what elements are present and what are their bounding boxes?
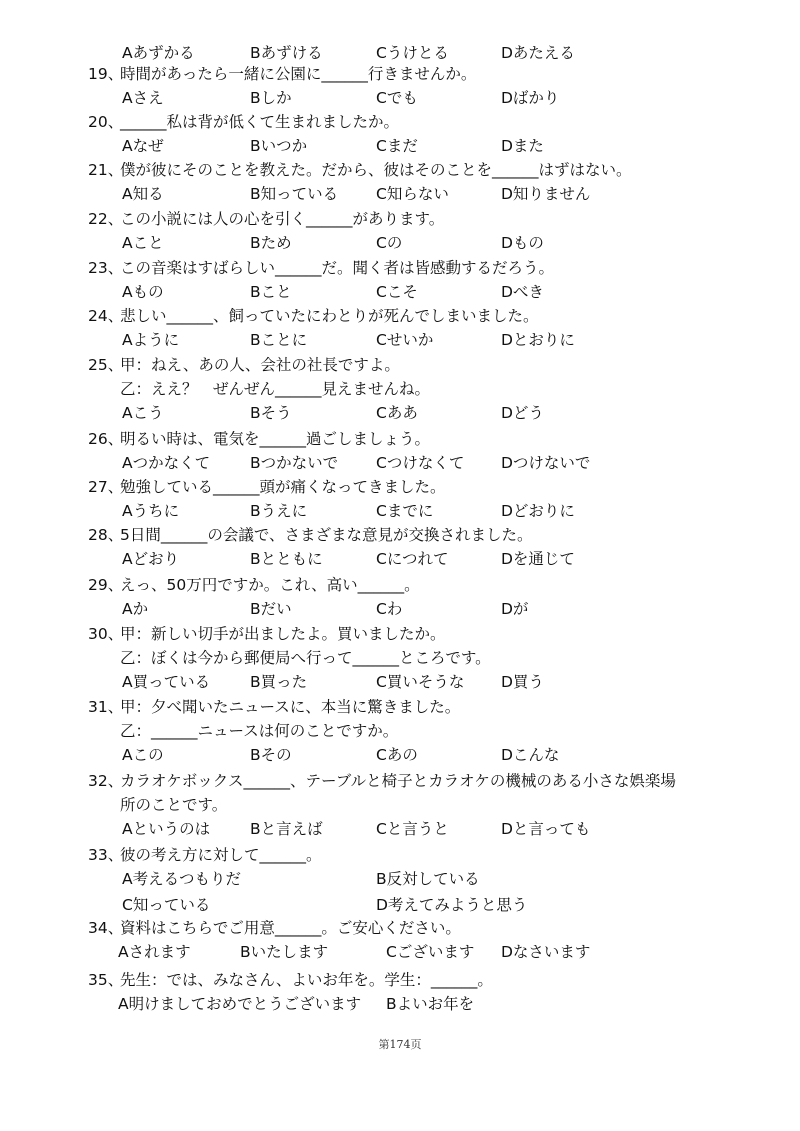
question-text: 所のことです。 bbox=[120, 796, 228, 814]
option: Bことに bbox=[250, 331, 308, 349]
option: Dと言っても bbox=[501, 820, 591, 838]
option: Cでも bbox=[376, 89, 418, 107]
option: Dどう bbox=[501, 404, 544, 422]
question-number: 22、 bbox=[88, 210, 124, 228]
question-number: 33、 bbox=[88, 846, 124, 864]
question-text: この小説には人の心を引く______があります。 bbox=[120, 210, 445, 228]
question-number: 30、 bbox=[88, 625, 124, 643]
question-number: 21、 bbox=[88, 161, 124, 179]
question-number: 20、 bbox=[88, 113, 124, 131]
question-number: 35、 bbox=[88, 971, 124, 989]
question-text: 乙：______ニュースは何のことですか。 bbox=[120, 722, 399, 740]
question-number: 26、 bbox=[88, 430, 124, 448]
option: Aこと bbox=[122, 234, 164, 252]
option: Aもの bbox=[122, 283, 164, 301]
option: Dまた bbox=[501, 137, 544, 155]
option: D考えてみようと思う bbox=[376, 896, 528, 914]
option: Dどおりに bbox=[501, 502, 575, 520]
question-text: 先生：では、みなさん、よいお年を。学生：______。 bbox=[120, 971, 493, 989]
question-text: 悲しい______、飼っていたにわとりが死んでしまいました。 bbox=[120, 307, 539, 325]
question-text: 僕が彼にそのことを教えた。だから、彼はそのことを______はずはない。 bbox=[120, 161, 632, 179]
option: B反対している bbox=[376, 870, 480, 888]
option: Dべき bbox=[501, 283, 544, 301]
option: Bため bbox=[250, 234, 292, 252]
option: Bその bbox=[250, 746, 292, 764]
option: Bこと bbox=[250, 283, 292, 301]
question-number: 34、 bbox=[88, 919, 124, 937]
option: Bうえに bbox=[250, 502, 308, 520]
option: Aこう bbox=[122, 404, 164, 422]
option: Cまだ bbox=[376, 137, 418, 155]
option: A買っている bbox=[122, 673, 211, 691]
option: C買いそうな bbox=[376, 673, 465, 691]
question-text: 乙：ぼくは今から郵便局へ行って______ところです。 bbox=[120, 649, 491, 667]
option: D買う bbox=[501, 673, 544, 691]
question-text: 明るい時は、電気を______過ごしましょう。 bbox=[120, 430, 431, 448]
option: Cこそ bbox=[376, 283, 418, 301]
option: Cつけなくて bbox=[376, 454, 465, 472]
question-number: 23、 bbox=[88, 259, 124, 277]
option: A考えるつもりだ bbox=[122, 870, 241, 888]
question-text: 勉強している______頭が痛くなってきました。 bbox=[120, 478, 446, 496]
option: Dこんな bbox=[501, 746, 560, 764]
question-number: 19、 bbox=[88, 65, 124, 83]
option: Bしか bbox=[250, 89, 292, 107]
question-text: 乙：ええ？ ぜんぜん______見えませんね。 bbox=[120, 380, 431, 398]
option: Dが bbox=[501, 600, 529, 618]
option: Aように bbox=[122, 331, 180, 349]
option: Aされます bbox=[118, 943, 191, 961]
option: Cああ bbox=[376, 404, 418, 422]
option: C知っている bbox=[122, 896, 211, 914]
question-text: 時間があったら一緒に公園に______行きませんか。 bbox=[120, 65, 477, 83]
question-text: 甲：夕べ聞いたニュースに、本当に驚きました。 bbox=[120, 698, 461, 716]
option: A知る bbox=[122, 185, 164, 203]
option: Bそう bbox=[250, 404, 292, 422]
question-number: 29、 bbox=[88, 576, 124, 594]
option: Bとともに bbox=[250, 550, 323, 568]
option: B知っている bbox=[250, 185, 339, 203]
option: B買った bbox=[250, 673, 308, 691]
option: Dなさいます bbox=[501, 943, 591, 961]
question-text: 資料はこちらでご用意______。ご安心ください。 bbox=[120, 919, 461, 937]
option: Bいつか bbox=[250, 137, 308, 155]
option: Aというのは bbox=[122, 820, 211, 838]
question-number: 27、 bbox=[88, 478, 124, 496]
question-number: 28、 bbox=[88, 526, 124, 544]
option: Dもの bbox=[501, 234, 544, 252]
question-text: えっ、50万円ですか。これ、高い______。 bbox=[120, 576, 420, 594]
question-text: 5日間______の会議で、さまざまな意見が交換されました。 bbox=[120, 526, 533, 544]
option: Aか bbox=[122, 600, 149, 618]
option: Cにつれて bbox=[376, 550, 449, 568]
question-text: 甲：ねえ、あの人、会社の社長ですよ。 bbox=[120, 356, 400, 374]
option: Aうちに bbox=[122, 502, 180, 520]
question-text: 彼の考え方に対して______。 bbox=[120, 846, 322, 864]
option: Aさえ bbox=[122, 89, 164, 107]
option: Aつかなくて bbox=[122, 454, 211, 472]
option: Dを通じて bbox=[501, 550, 575, 568]
page-number: 第174页 bbox=[378, 1038, 422, 1051]
option: Cうけとる bbox=[376, 44, 449, 62]
option: Bつかないで bbox=[250, 454, 339, 472]
question-text: 甲：新しい切手が出ましたよ。買いましたか。 bbox=[120, 625, 446, 643]
option: Aあずかる bbox=[122, 44, 195, 62]
option: C知らない bbox=[376, 185, 449, 203]
option: Bよいお年を bbox=[386, 995, 475, 1013]
option: Cせいか bbox=[376, 331, 434, 349]
option: Aなぜ bbox=[122, 137, 164, 155]
question-text: カラオケボックス______、テーブルと椅子とカラオケの機械のある小さな娯楽場 bbox=[120, 772, 676, 790]
question-number: 24、 bbox=[88, 307, 124, 325]
question-text: ______私は背が低くて生まれましたか。 bbox=[120, 113, 400, 131]
question-text: この音楽はすばらしい______だ。聞く者は皆感動するだろう。 bbox=[120, 259, 555, 277]
option: Dあたえる bbox=[501, 44, 575, 62]
option: Bだい bbox=[250, 600, 292, 618]
question-number: 32、 bbox=[88, 772, 124, 790]
option: A明けましておめでとうございます bbox=[118, 995, 362, 1013]
option: Bと言えば bbox=[250, 820, 323, 838]
option: Cわ bbox=[376, 600, 403, 618]
option: Dつけないで bbox=[501, 454, 591, 472]
option: D知りません bbox=[501, 185, 591, 203]
option: Cございます bbox=[386, 943, 475, 961]
question-number: 31、 bbox=[88, 698, 124, 716]
option: Cと言うと bbox=[376, 820, 449, 838]
option: Aこの bbox=[122, 746, 164, 764]
option: Aどおり bbox=[122, 550, 180, 568]
option: Dばかり bbox=[501, 89, 560, 107]
option: Cあの bbox=[376, 746, 418, 764]
option: Bあずける bbox=[250, 44, 323, 62]
option: Cの bbox=[376, 234, 403, 252]
question-number: 25、 bbox=[88, 356, 124, 374]
option: Dとおりに bbox=[501, 331, 575, 349]
option: Bいたします bbox=[240, 943, 329, 961]
option: Cまでに bbox=[376, 502, 434, 520]
